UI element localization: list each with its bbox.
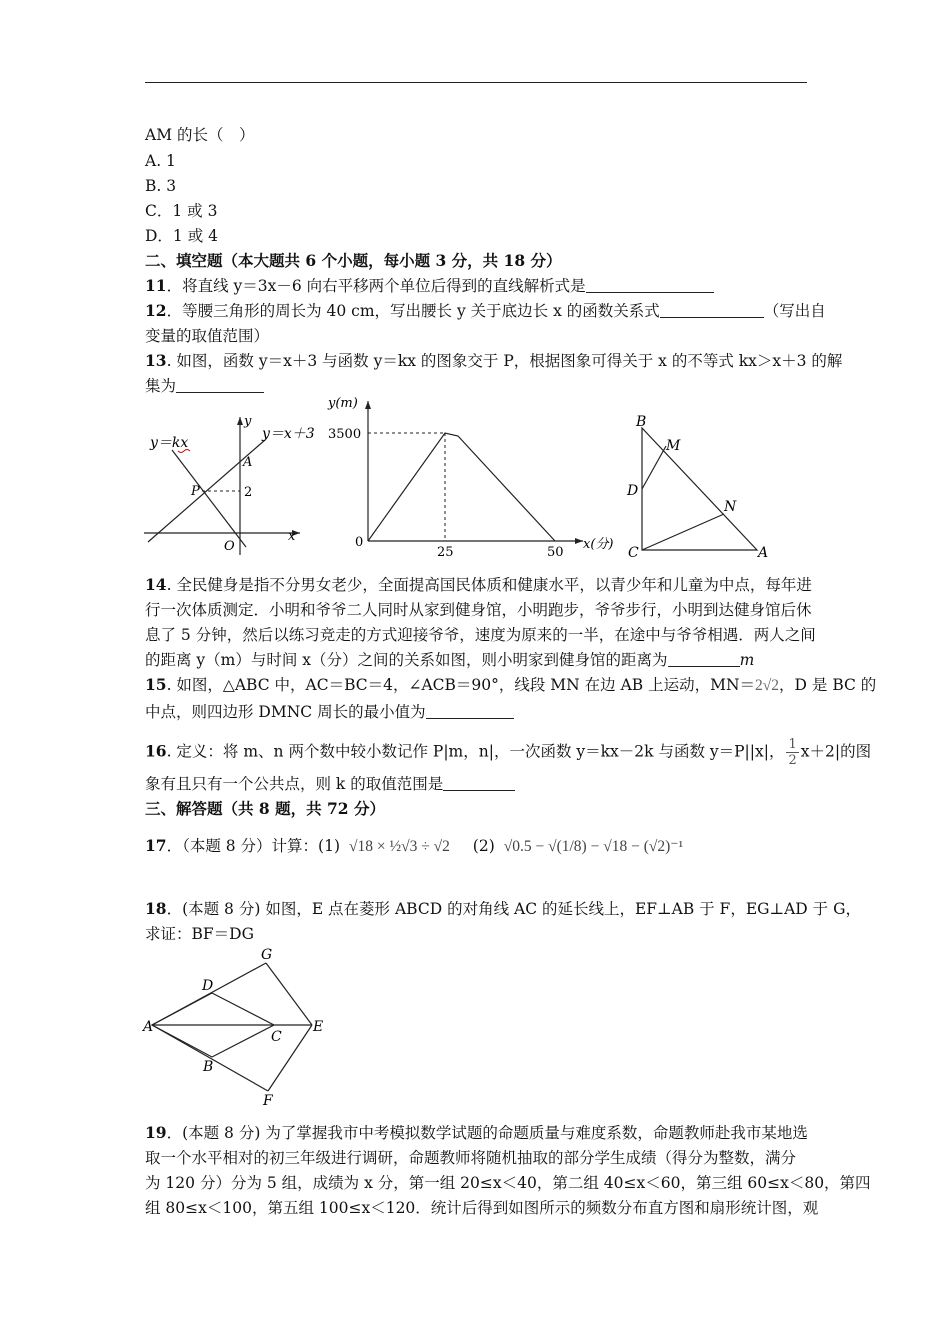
q13-number: 13 bbox=[145, 351, 167, 370]
label-C: C bbox=[628, 545, 639, 560]
figure-q15 bbox=[622, 410, 772, 560]
q16-text-1b: x＋2|的图 bbox=[800, 742, 872, 761]
label-B: B bbox=[636, 414, 647, 430]
q14-unit: m bbox=[739, 651, 755, 669]
line-AG bbox=[152, 963, 266, 1025]
segment-GE bbox=[266, 963, 312, 1025]
q16-answer-blank[interactable] bbox=[443, 775, 515, 791]
q19-number: 19 bbox=[145, 1123, 167, 1142]
q12-answer-blank[interactable] bbox=[660, 302, 764, 318]
question-17 bbox=[145, 836, 807, 857]
question-19-line1 bbox=[145, 1123, 807, 1143]
q13-text-2: 集为 bbox=[145, 377, 177, 395]
prev-question-stem: AM 的长（ ） bbox=[145, 126, 255, 144]
question-12-line1 bbox=[145, 301, 826, 321]
q16-frac-den: 2 bbox=[788, 753, 797, 768]
label-25: 25 bbox=[437, 545, 454, 560]
question-18-line2: 求证：BF＝DG bbox=[145, 925, 254, 943]
q15-number: 15 bbox=[145, 675, 167, 694]
question-13-line1 bbox=[145, 351, 843, 371]
q13-answer-blank[interactable] bbox=[176, 377, 264, 393]
question-12-line2: 变量的取值范围） bbox=[145, 327, 270, 345]
question-15-line1 bbox=[145, 675, 877, 696]
section2-heading: 二、填空题（本大题共 6 个小题，每小题 3 分，共 18 分） bbox=[145, 251, 562, 270]
q17-part1: √18 × ½√3 ÷ √2 bbox=[348, 838, 450, 855]
label-B: B bbox=[203, 1059, 214, 1075]
q12-number: 12 bbox=[145, 301, 167, 320]
label-E: E bbox=[313, 1019, 324, 1035]
label-O: O bbox=[224, 539, 235, 554]
q16-text-2: 象有且只有一个公共点，则 k 的取值范围是 bbox=[145, 775, 444, 793]
question-11 bbox=[145, 276, 807, 296]
question-16-line1 bbox=[145, 737, 872, 768]
q14-text-1: . 全民健身是指不分男女老少，全面提高国民体质和健康水平，以青少年和儿童为中点，每年进 bbox=[166, 576, 812, 594]
label-P: P bbox=[191, 484, 200, 499]
label-x: x bbox=[288, 529, 296, 544]
label-2: 2 bbox=[244, 485, 253, 500]
question-16-line2 bbox=[145, 774, 807, 794]
q11-answer-blank[interactable] bbox=[586, 277, 714, 293]
figure-q18 bbox=[140, 945, 340, 1110]
y-axis-arrow bbox=[365, 401, 371, 409]
q14-number: 14 bbox=[145, 575, 167, 594]
option-b: B. 3 bbox=[145, 177, 177, 195]
q17-number: 17 bbox=[145, 836, 167, 855]
label-3500: 3500 bbox=[328, 427, 362, 442]
option-a: A. 1 bbox=[145, 152, 176, 170]
q16-text-1a: . 定义：将 m、n 两个数中较小数记作 P|m，n|，一次函数 y＝kx－2k 与函数 y＝P||x|， bbox=[166, 742, 785, 761]
label-A: A bbox=[758, 545, 769, 560]
option-d: D．1 或 4 bbox=[145, 227, 219, 245]
question-19-line3: 为 120 分）分为 5 组，成绩为 x 分，第一组 20≤x＜40，第二组 40≤x＜60，第三组 60≤x＜80，第四 bbox=[145, 1174, 871, 1192]
q15-answer-blank[interactable] bbox=[426, 703, 514, 719]
q17-intro: ．（本题 8 分）计算：(1) bbox=[166, 837, 341, 855]
label-M: M bbox=[666, 438, 681, 454]
q14-answer-blank[interactable] bbox=[668, 651, 740, 667]
q15-text-2: 中点，则四边形 DMNC 周长的最小值为 bbox=[145, 703, 426, 721]
q18-text-1: ．(本题 8 分) 如图，E 点在菱形 ABCD 的对角线 AC 的延长线上，EF⊥AB 于 F，EG⊥AD 于 G， bbox=[166, 900, 861, 918]
label-ylabel: y(m) bbox=[328, 396, 358, 411]
q15-mn-value: 2√2 bbox=[755, 677, 780, 694]
q15-text-1a: . 如图，△ABC 中，AC＝BC＝4，∠ACB＝90°，线段 MN 在边 AB 上运动，MN＝ bbox=[166, 676, 756, 694]
question-19-line2: 取一个水平相对的初三年级进行调研，命题教师将随机抽取的部分学生成绩（得分为整数，满分 bbox=[145, 1149, 797, 1167]
label-F: F bbox=[263, 1093, 273, 1109]
q12-text: ．等腰三角形的周长为 40 cm，写出腰长 y 关于底边长 x 的函数关系式 bbox=[166, 302, 660, 320]
label-C: C bbox=[271, 1029, 282, 1045]
question-15-line2 bbox=[145, 702, 807, 722]
label-y: y bbox=[244, 414, 252, 429]
figure-q14 bbox=[325, 393, 625, 561]
x-axis-arrow bbox=[575, 538, 583, 544]
header-rule bbox=[145, 82, 807, 83]
y-axis-arrow bbox=[237, 417, 243, 425]
question-18-line1 bbox=[145, 899, 861, 919]
q19-text-1: ．(本题 8 分) 为了掌握我市中考模拟数学试题的命题质量与难度系数，命题教师赴我市某地选 bbox=[166, 1124, 808, 1142]
label-50: 50 bbox=[547, 545, 564, 560]
label-xlabel: x(分) bbox=[583, 537, 614, 552]
question-14-line2: 行一次体质测定．小明和爷爷二人同时从家到健身馆，小明跑步，爷爷步行，小明到达健身馆后休 bbox=[145, 601, 812, 619]
q11-text: ．将直线 y＝3x－6 向右平移两个单位后得到的直线解析式是 bbox=[166, 277, 586, 295]
label-D: D bbox=[627, 483, 639, 499]
label-origin: 0 bbox=[355, 535, 364, 550]
question-14-line1 bbox=[145, 575, 812, 595]
q17-part2-label: (2) bbox=[472, 837, 495, 855]
q13-text: . 如图，函数 y＝x＋3 与函数 y＝kx 的图象交于 P，根据图象可得关于 x 的不等式 kx＞x＋3 的解 bbox=[166, 352, 843, 370]
segment-DM bbox=[642, 446, 666, 489]
figure-q13 bbox=[140, 405, 340, 560]
option-c: C．1 或 3 bbox=[145, 202, 218, 220]
q16-frac-num: 1 bbox=[788, 737, 797, 752]
q14-text-4: 的距离 y（m）与时间 x（分）之间的关系如图，则小明家到健身馆的距离为 bbox=[145, 651, 668, 669]
label-ykx: y＝kx bbox=[150, 435, 189, 451]
q11-number: 11 bbox=[145, 276, 167, 295]
label-D: D bbox=[202, 978, 214, 994]
line-AF bbox=[152, 1025, 268, 1091]
q17-part2: √0.5 − √(1/8) − √18 − (√2)⁻¹ bbox=[503, 838, 684, 855]
q18-number: 18 bbox=[145, 899, 167, 918]
label-A: A bbox=[243, 455, 253, 470]
q16-fraction bbox=[786, 737, 798, 768]
q15-text-1b: ，D 是 BC 的 bbox=[779, 676, 877, 694]
segment-CN bbox=[642, 514, 724, 550]
q12-text-tail: （写出自 bbox=[763, 302, 826, 320]
section3-heading: 三、解答题（共 8 题，共 72 分） bbox=[145, 799, 385, 818]
triangle-ABC bbox=[642, 428, 757, 550]
label-A: A bbox=[143, 1019, 154, 1035]
question-14-line3: 息了 5 分钟，然后以练习竞走的方式迎接爷爷，速度为原来的一半，在途中与爷爷相遇．两人之间 bbox=[145, 626, 816, 644]
question-19-line4: 组 80≤x＜100，第五组 100≤x＜120．统计后得到如图所示的频数分布直方图和扇形统计图，观 bbox=[145, 1199, 819, 1217]
label-G: G bbox=[261, 947, 273, 963]
q16-number: 16 bbox=[145, 741, 167, 761]
label-yx3: y＝x＋3 bbox=[262, 426, 315, 442]
distance-curve bbox=[368, 433, 555, 541]
label-N: N bbox=[724, 499, 737, 515]
question-14-line4 bbox=[145, 650, 807, 670]
